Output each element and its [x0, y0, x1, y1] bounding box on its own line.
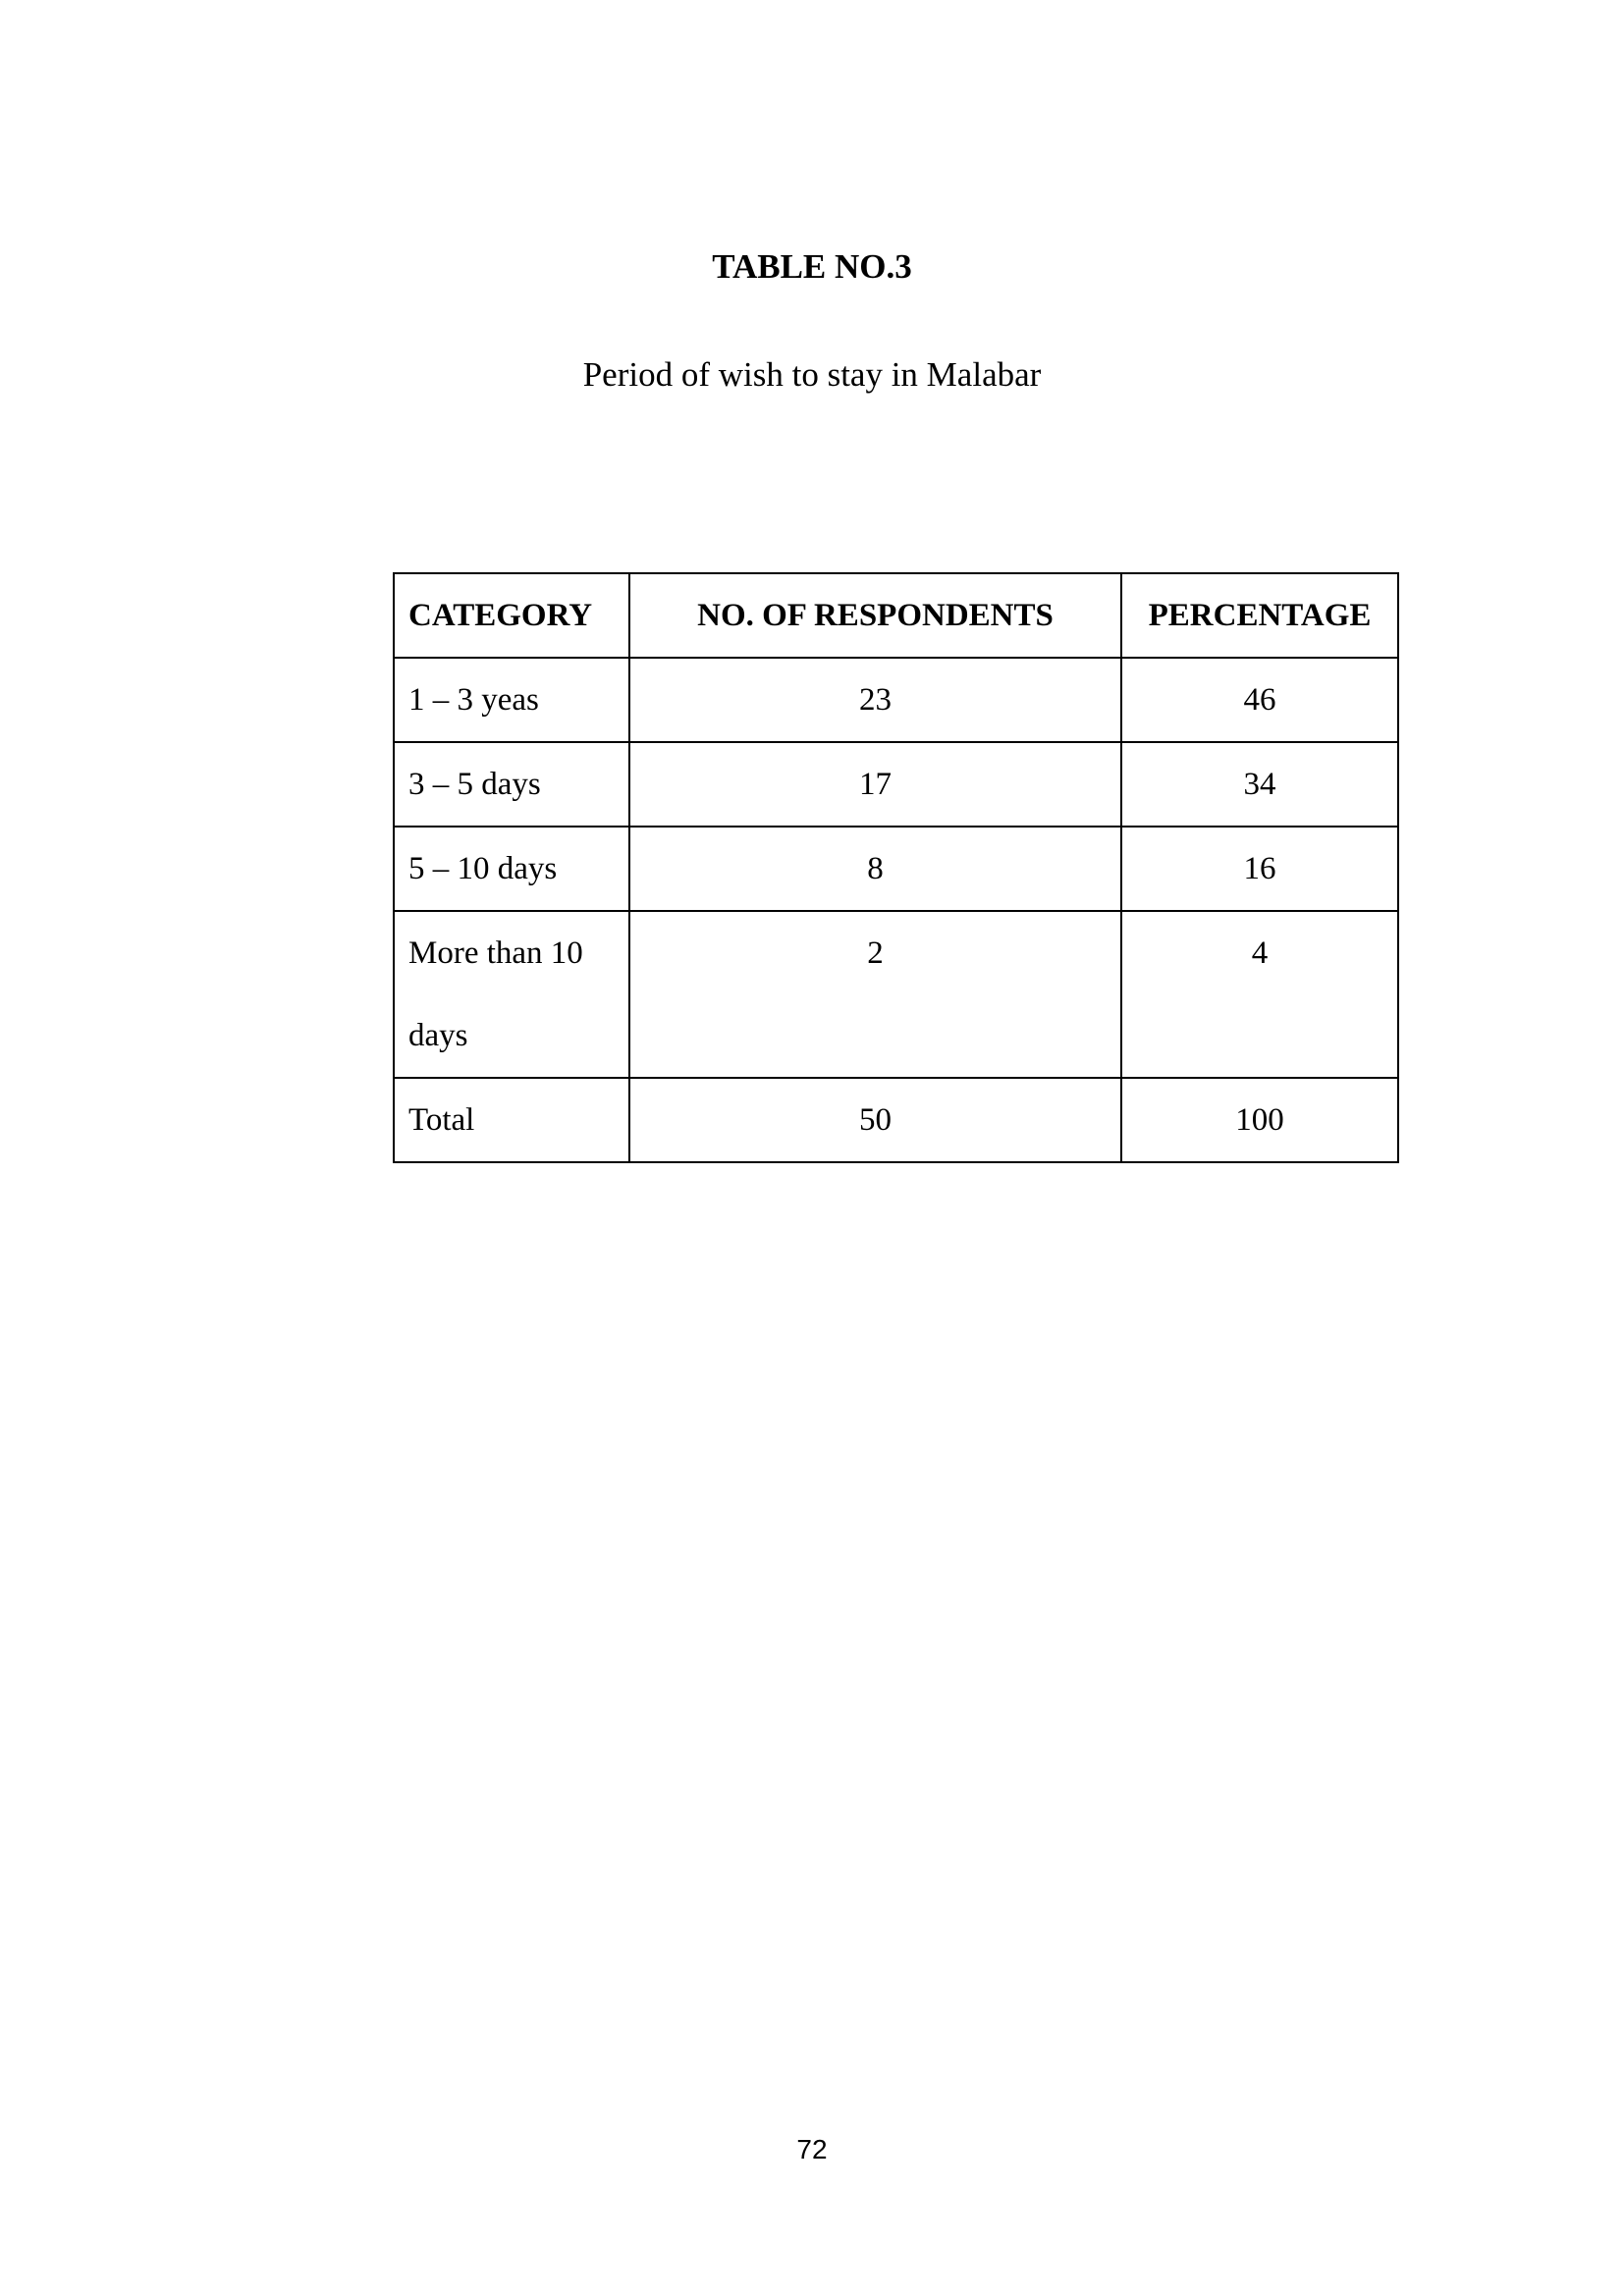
category-cell [394, 911, 629, 1078]
respondents-cell: 8 [629, 827, 1121, 911]
category-cell: 1 – 3 yeas [394, 658, 629, 742]
header-respondents: NO. OF RESPONDENTS [629, 573, 1121, 658]
percentage-cell: 34 [1121, 742, 1398, 827]
table-heading: TABLE NO.3 [712, 247, 912, 286]
table-row [394, 742, 1398, 827]
page-number: 72 [796, 2134, 828, 2164]
percentage-cell: 4 [1121, 911, 1398, 1078]
table-header-row [394, 573, 1398, 658]
respondents-cell: 23 [629, 658, 1121, 742]
data-table [393, 572, 1399, 1163]
category-line: More than 10 [408, 935, 583, 971]
header-percentage: PERCENTAGE [1121, 573, 1398, 658]
percentage-cell: 16 [1121, 827, 1398, 911]
table-row-total [394, 1078, 1398, 1162]
category-cell: Total [394, 1078, 629, 1162]
respondents-cell: 2 [629, 911, 1121, 1078]
table-caption: Period of wish to stay in Malabar [582, 355, 1042, 394]
category-cell: 3 – 5 days [394, 742, 629, 827]
category-line: days [408, 1018, 468, 1053]
category-cell: 5 – 10 days [394, 827, 629, 911]
table-row [394, 827, 1398, 911]
table-row [394, 911, 1398, 1078]
percentage-cell: 46 [1121, 658, 1398, 742]
table-row [394, 658, 1398, 742]
header-category: CATEGORY [394, 573, 629, 658]
percentage-cell: 100 [1121, 1078, 1398, 1162]
respondents-cell: 17 [629, 742, 1121, 827]
respondents-cell: 50 [629, 1078, 1121, 1162]
